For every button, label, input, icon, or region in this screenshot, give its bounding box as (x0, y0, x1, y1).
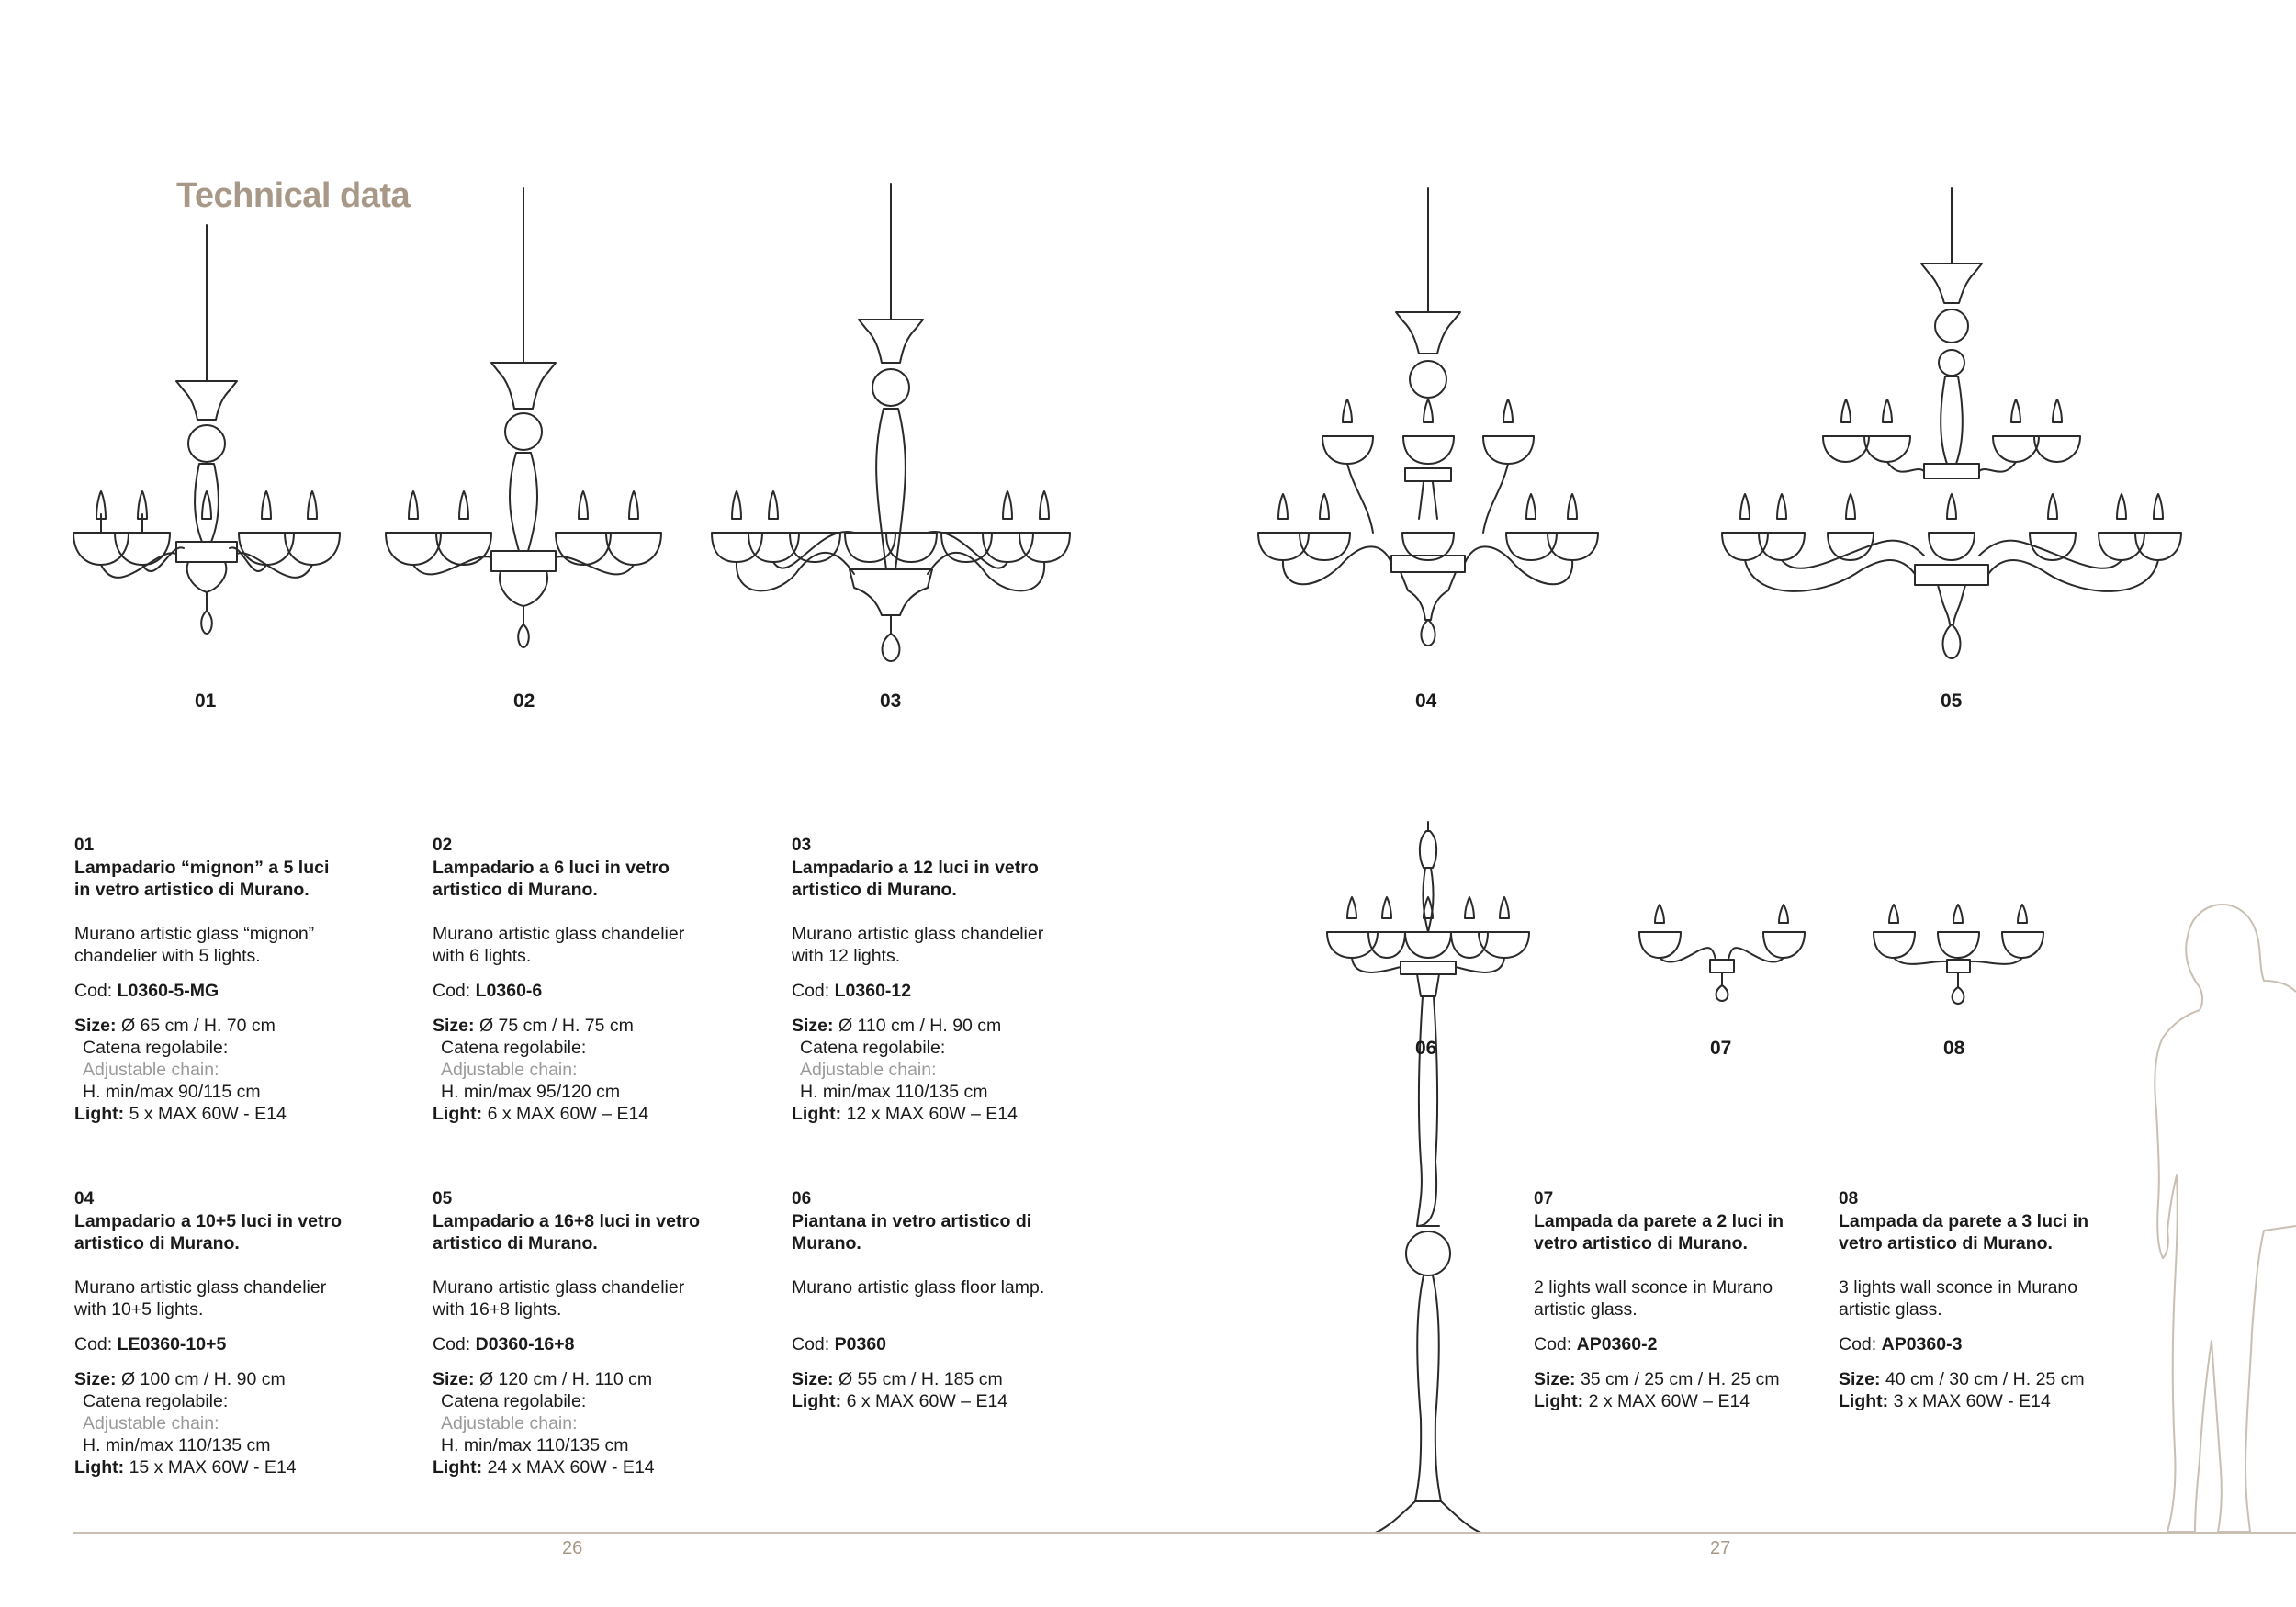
spec-light: Light: 5 x MAX 60W - E14 (74, 1104, 287, 1124)
spec-chain-it: Catena regolabile: (441, 1391, 587, 1411)
page-number-right: 27 (1710, 1538, 1731, 1558)
spec-title: Piantana in vetro artistico di Murano. (792, 1211, 1032, 1253)
drawing-label-06: 06 (1415, 1038, 1437, 1059)
spec-chain-height: H. min/max 110/135 cm (441, 1435, 629, 1455)
spec-description: Murano artistic glass chandelier with 6 lights. (433, 924, 685, 966)
spec-description: Murano artistic glass floor lamp. (792, 1277, 1045, 1298)
spec-size: Size: Ø 75 cm / H. 75 cm (433, 1016, 634, 1036)
chandelier-01-drawing (64, 225, 358, 657)
chandelier-04-drawing (1254, 188, 1603, 666)
spec-light: Light: 24 x MAX 60W - E14 (433, 1457, 655, 1478)
drawing-label-01: 01 (195, 691, 217, 712)
spec-chain-it: Catena regolabile: (441, 1038, 587, 1058)
spec-chain-en: Adjustable chain: (83, 1060, 219, 1080)
spec-light: Light: 6 x MAX 60W – E14 (792, 1391, 1008, 1411)
spec-number: 03 (792, 836, 812, 855)
spec-description: Murano artistic glass chandelier with 12 lights. (792, 924, 1044, 966)
spec-chain-en: Adjustable chain: (800, 1060, 937, 1080)
wall-sconce-08-drawing (1869, 905, 2048, 1024)
spec-cod: Cod: LE0360-10+5 (74, 1334, 227, 1354)
spec-block-01 (74, 835, 405, 1125)
floor-lamp-06-drawing (1318, 822, 1538, 1534)
spec-cod: Cod: L0360-12 (792, 981, 912, 1001)
spec-cod: Cod: L0360-6 (433, 981, 543, 1001)
spec-block-08 (1839, 1188, 2169, 1412)
page-title: Technical data (176, 176, 411, 215)
spec-title: Lampada da parete a 2 luci in vetro artistico di Murano. (1534, 1211, 1784, 1253)
wall-sconce-07-drawing (1635, 905, 1809, 1024)
spec-size: Size: 35 cm / 25 cm / H. 25 cm (1534, 1369, 1780, 1389)
spec-block-02 (433, 835, 763, 1125)
spec-chain-height: H. min/max 110/135 cm (800, 1082, 988, 1102)
spec-size: Size: Ø 120 cm / H. 110 cm (433, 1369, 653, 1389)
spec-light: Light: 3 x MAX 60W - E14 (1839, 1391, 2051, 1411)
spec-number: 01 (74, 836, 95, 855)
drawing-label-02: 02 (513, 691, 535, 712)
spec-cod: Cod: AP0360-3 (1839, 1334, 1963, 1354)
spec-title: Lampada da parete a 3 luci in vetro artistico di Murano. (1839, 1211, 2089, 1253)
spec-cod: Cod: AP0360-2 (1534, 1334, 1658, 1354)
spec-title: Lampadario a 6 luci in vetro artistico di Murano. (433, 858, 670, 900)
spec-description: Murano artistic glass chandelier with 10+5 lights. (74, 1277, 327, 1320)
spec-title: Lampadario “mignon” a 5 luci in vetro artistico di Murano. (74, 858, 330, 900)
spec-size: Size: Ø 110 cm / H. 90 cm (792, 1016, 1002, 1036)
spec-size: Size: Ø 100 cm / H. 90 cm (74, 1369, 286, 1389)
chandelier-05-drawing (1717, 188, 2195, 680)
drawing-label-03: 03 (880, 691, 902, 712)
spec-description: 3 lights wall sconce in Murano artistic glass. (1839, 1277, 2078, 1320)
drawing-label-04: 04 (1415, 691, 1437, 712)
spec-size: Size: Ø 65 cm / H. 70 cm (74, 1016, 276, 1036)
spec-number: 06 (792, 1189, 812, 1208)
chandelier-02-drawing (381, 188, 675, 657)
spec-number: 05 (433, 1189, 453, 1208)
spec-chain-en: Adjustable chain: (441, 1060, 578, 1080)
spec-chain-height: H. min/max 95/120 cm (441, 1082, 621, 1102)
spec-chain-height: H. min/max 110/135 cm (83, 1435, 271, 1455)
spec-title: Lampadario a 16+8 luci in vetro artistico di Murano. (433, 1211, 700, 1253)
spec-description: Murano artistic glass “mignon” chandelier with 5 lights. (74, 924, 315, 966)
spec-size: Size: 40 cm / 30 cm / H. 25 cm (1839, 1369, 2085, 1389)
spec-block-06 (792, 1188, 1122, 1412)
chandelier-03-drawing (707, 184, 1075, 666)
human-scale-silhouette (2149, 900, 2296, 1534)
spec-block-03 (792, 835, 1122, 1125)
spec-number: 02 (433, 836, 453, 855)
spec-light: Light: 12 x MAX 60W – E14 (792, 1104, 1018, 1124)
spec-light: Light: 6 x MAX 60W – E14 (433, 1104, 649, 1124)
spec-description: 2 lights wall sconce in Murano artistic glass. (1534, 1277, 1773, 1320)
footer-rule (73, 1532, 2296, 1534)
spec-light: Light: 15 x MAX 60W - E14 (74, 1457, 297, 1478)
spec-block-05 (433, 1188, 763, 1478)
spec-chain-height: H. min/max 90/115 cm (83, 1082, 261, 1102)
spec-block-04 (74, 1188, 405, 1478)
spec-chain-en: Adjustable chain: (441, 1413, 578, 1433)
spec-chain-it: Catena regolabile: (800, 1038, 946, 1058)
drawing-label-07: 07 (1710, 1038, 1732, 1059)
spec-chain-en: Adjustable chain: (83, 1413, 219, 1433)
spec-cod: Cod: D0360-16+8 (433, 1334, 575, 1354)
spec-light: Light: 2 x MAX 60W – E14 (1534, 1391, 1750, 1411)
spec-number: 08 (1839, 1189, 1859, 1208)
drawing-label-05: 05 (1941, 691, 1963, 712)
spec-number: 07 (1534, 1189, 1554, 1208)
spec-title: Lampadario a 12 luci in vetro artistico di Murano. (792, 858, 1039, 900)
spec-cod: Cod: P0360 (792, 1334, 887, 1354)
spec-chain-it: Catena regolabile: (83, 1391, 229, 1411)
spec-block-07 (1534, 1188, 1864, 1412)
spec-chain-it: Catena regolabile: (83, 1038, 229, 1058)
spec-title: Lampadario a 10+5 luci in vetro artistico di Murano. (74, 1211, 342, 1253)
spec-size: Size: Ø 55 cm / H. 185 cm (792, 1369, 1003, 1389)
drawing-label-08: 08 (1943, 1038, 1965, 1059)
spec-description: Murano artistic glass chandelier with 16+8 lights. (433, 1277, 685, 1320)
page-number-left: 26 (562, 1538, 583, 1558)
spec-number: 04 (74, 1189, 95, 1208)
spec-cod: Cod: L0360-5-MG (74, 981, 219, 1001)
